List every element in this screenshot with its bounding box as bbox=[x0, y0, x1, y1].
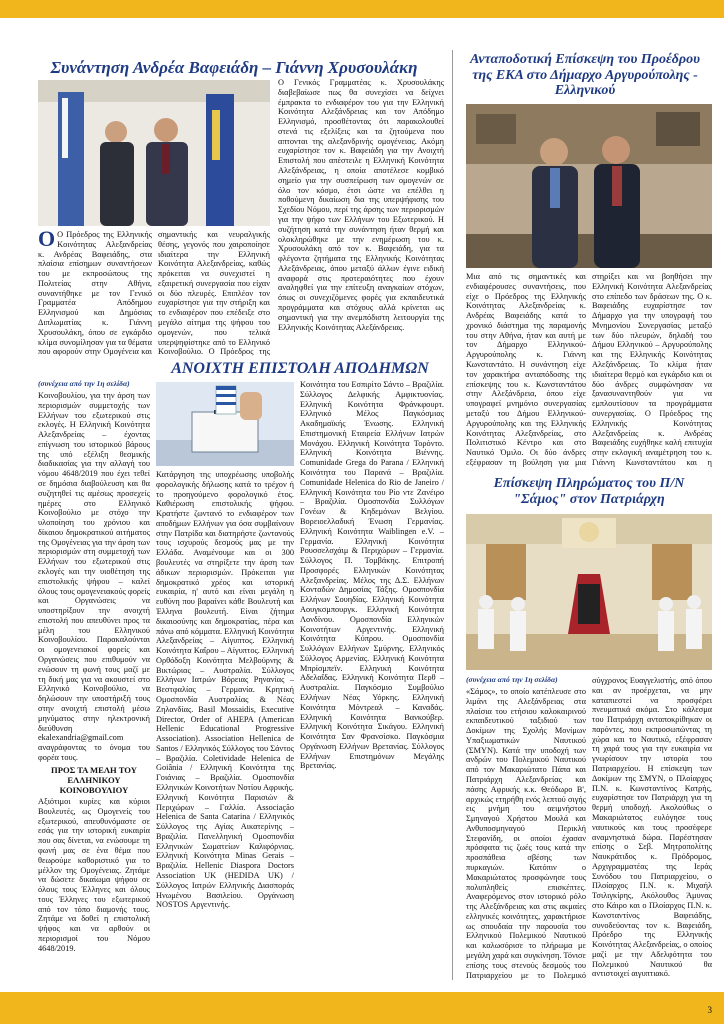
article2-col2-text: Κατάργηση της υποχρέωσης υποβολής φορολογικής δήλωσης κατά το τρέχον ή το προηγούμενο φορολογικό έτος. Καθιέρωση επιστολικής ψήφου. Κρατήστε ζωντανό το ενδιαφέρον των αποδήμων Ελλήνων για όσα συμβαίνουν στην Πατρίδα και διατηρήστε ζωντανούς τους ισχυρούς δεσμούς μας με την Ελλάδα. Αναμένουμε και οι 300 βουλευτές να στηρίξετε την άρση των άδικων περιορισμών. Πρόκειται για δημοκρατικό χρέος και ιστορική ευκαιρία, η' αυτό και είναι μεγάλη η ευθύνη που βαραίνει κάθε Βουλευτή και Έλληνα βουλευτή. Είναι ζήτημα δικαιοσύνης και δημοκρατίας, πέρα και πάνω από κόμματα. Ελληνική Κοινότητα Αλεξανδρείας – Αίγυπτος. Ελληνική Κοινότητα Καΐρου – Αίγυπτος. Ελληνική Ορθόδοξη Κοινότητα Μελβούρνης & Βικτώριας – Αυστραλία. Σύλλογος Ελλήνων Ιατρών Βόρειας Ρηνανίας – Βεστφαλίας – Γερμανία. Κρητική Ομοσπονδία Αυστραλίας & Νέας Ζηλανδίας. Basil Mossaidis, Executive Director, Order of AHEPA (American Hellenic Educational Progressive Association). Association Hellenica de Santos / Ελληνικός Σύλλογος του Σάντος – Βραζιλία. Coletividade Helenica de Goiânia / Ελληνική Κοινότητα της Γοιάνιας – Βραζιλία. Ομοσπονδία Ελληνικών Κοινοτήτων Νοτίου Αφρικής. Ελληνική Κοινότητα Παρισιών & Περιχώρων – Γαλλία. Associação Helenica de Santa Catarina / Ελληνικός Σύλλογος της Αγίας Αικατερίνης – Βραζιλία. Πανελληνική Ομοσπονδία Ελληνικών Σωματείων Καλιφόρνιας. Ελληνική Κοινότητα Minas Gerais – Βραζιλία. Hellenic Diaspora Doctors Association UK (HEDIDA UK) / Σύλλογος Ιατρών Ελληνικής Διασποράς Ηνωμένου Βασιλείου. Οργάνωση NOSTOS Αργεντινής. bbox=[156, 470, 294, 910]
article3-col1-text: Μια από τις σημαντικές και ενδιαφέρουσες συναντήσεις, που είχε ο Πρόεδρος της Ελληνικής Κοινότητας Αλεξανδρείας κ. Ανδρέας Βαφειάδης κατά το χρονικό διάστημα της παραμονής του στην Αθήνα, ήταν και αυτή με τον Δήμαρχο Ελληνικού-Αργυρούπολης κ. Γιάννη Κωνσταντάτο. Η συνάντηση είχε τον χαρακτήρα ανταπόδοσης της επίσκεψης του κ. Κωνσταντάτου στην Αλεξάνδρεια, όπου είχε υπογραφεί μνημόνιο συνεργασίας μεταξύ του Δήμου Ελληνικού-Αργυρούπολης και της Ελληνικής Κοινότητας Αλεξανδρείας, στο Πολιτιστικό Κέντρο και στο Ναυτικό Όμιλο. Οι δύο άνδρες εξέφρασαν τη βούληση για μια bbox=[466, 272, 586, 467]
article2-col3-text: Κοινότητα του Εσπιρίτο Σάντο – Βραζιλία. Σύλλογος Δελφικής Αμφικτυονίας. Ελληνική Κοινότητα Φράνκφουρτ. Ελληνικό Μέλος Παγκόσμιας Ακαδημαϊκής Ένωσης. Ελληνική Επιστημονική Εταιρεία Ελλήνων Ιατρών Μονάχου. Ελληνική Κοινότητα Τορόντο. Ελληνική Κοινότητα Βιέννης. Comunidade Grega do Parana / Ελληνική Κοινότητα του Παρανά – Βραζιλία. Comunidade Helenica do Rio de Janeiro / Ελληνική Κοινότητα του Ρίο ντε Ζανέιρο – Βραζιλία. Ομοσπονδία Συλλόγων Γονέων & Κηδεμόνων Βελγίου. Βορειοελλαδική Ένωση Γερμανίας. Ελληνική Κοινότητα Waiblingen e.V. – Γερμανία. Ελληνική Κοινότητα Ρουσσελσχάιμ & Περιχώρων – Γερμανία. Σύλλογος Π. Τομβάκης. Επιτροπή Προσφορές Ελληνικών Κοινότητας Αλεξανδρείας. Μέλος της Δ.Σ. Ελλήνων Κονταδών Δημοσίας Τάξης. Ομοσπονδία Ελλήνων Σουηδίας. Ελληνική Κοινότητα Αουγκσμπουργκ. Ελληνική Κοινότητα Λονδίνου. Ομοσπονδία Ελληνικών Κοινοτήτων Αργεντινής. Ελληνική Κοινότητα Κύπρου. Ομοσπονδία Συλλόγων Ελλήνων Σμύρνης. Ελληνικός Σύλλογος Αρμενίας. Ελληνική Κοινότητα Μπρίσμπεϊν. Ελληνική Κοινότητα Αδελαΐδας. Ελληνική Κοινότητα Περθ – Αυστραλία. Παγκόσμιο Συμβούλιο Ελλήνων Νέας Υόρκης. Ελληνική Κοινότητα Μόντρεαλ – Καναδάς. Ελληνική Κοινότητα Βανκούβερ. Ελληνική Κοινότητα Σικάγου. Ελληνική Κοινότητα Σαν Φρανσίσκο. Παγκόσμια Οργάνωση Ελλήνων Βρετανίας. Σύλλογος Ελλήνων Επιστημόνων Μεγάλης Βρετανίας. bbox=[300, 380, 444, 771]
article1-col2-text: σημαντικής και νευραλγικής θέσης, γεγονός που χαιροποίησε ιδιαίτερα την Ελληνική Κοινότητα Αλεξανδρείας, καθώς πρόκειται να συνεχιστεί η εξαιρετική συνεργασία που είχαν οι δύο πλευρές. Επιπλέον τον ευχαρίστησε για την στήριξη και το ενδιαφέρον που επέδειξε στο μεγάλο αίτημα της ψήφου του ομογενών, που τελικά υπερψηφίστηκε από το Ελληνικό Κοινοβούλιο. Ο Πρόεδρος της bbox=[158, 230, 270, 357]
column-divider bbox=[452, 50, 453, 980]
article4-photo bbox=[466, 514, 712, 670]
article1-title: Συνάντηση Ανδρέα Βαφειάδη – Γιάννη Χρυσουλάκη bbox=[50, 58, 418, 77]
article4-title: Επίσκεψη Πληρώματος του Π/Ν "Σάμος" στον Πατριάρχη bbox=[493, 476, 685, 507]
article2-col1b-text: Αξιότιμοι κυρίες και κύριοι Βουλευτές, ως Ομογενείς του εξωτερικού, απευθυνόμαστε σε εσάς για την ιστορική ευκαιρία που σας δίνεται, να ενώσουμε τη φωνή μας σε ένα θέμα που θεωρούμε καθοριστικό για το μέλλον της Ομογένειας. Ζητάμε να δώσετε δικαίωμα ψήφου σε όλους τους Έλληνες και όλους τους Έλληνες του εξωτερικού από τον τόπο διαμονής τους. Ζητάμε να δοθεί η επιστολική ψήφος και να αρθούν οι περιορισμοί του Νόμου 4648/2019. bbox=[38, 797, 150, 953]
article4-continued: (συνέχεια από την 1η σελίδα) bbox=[466, 676, 558, 684]
article4-col2 bbox=[592, 676, 712, 980]
article3-col2 bbox=[592, 272, 712, 468]
article2-col2 bbox=[156, 470, 294, 980]
article1-col1-text: Ο Πρόεδρος της Ελληνικής Κοινότητας Αλεξανδρείας κ. Ανδρέας Βαφειάδης, στα πλαίσια επίσημων συναντήσεων του με εκπροσώπους της Πολιτείας στην Αθήνα, συναντήθηκε με τον Γενικό Γραμματέα Απόδημου Ελληνισμού και Δημόσιας Διπλωματίας κ. Γιάννη Χρυσουλάκη, όπου σε εγκάρδιο κλίμα συνομίλησαν για τα θέματα που αφορούν στην Ομογένεια και bbox=[38, 230, 152, 357]
article1-col3 bbox=[278, 78, 444, 360]
article3-title: Ανταποδοτική Επίσκεψη του Προέδρου της ΕΚΑ στο Δήμαρχο Αργυρούπολης - Ελληνικού bbox=[470, 52, 700, 99]
article1-photo bbox=[38, 80, 270, 226]
article2-continued: (συνέχεια από την 1η σελίδα) bbox=[38, 380, 130, 388]
article3-col2-text: στηρίξει και να βοηθήσει την Ελληνική Κοινότητα Αλεξανδρείας στο επίπεδο των δράσεων της. Ο κ. Βαφειάδης ευχαρίστησε τον Δήμαρχο για την υπογραφή του Μνημονίου Συνεργασίας μεταξύ των δύο πλευρών, δηλαδή του Δήμου Ελληνικού – Αργυρούπολης και της Ελληνικής Κοινότητας Αλεξάνδρειας. Το κλίμα ήταν ιδιαίτερα θερμό και εγκάρδιο και οι δύο άνδρες συμφώνησαν να ξανασυναντηθούν για να εμπλουτίσουν τα προγράμματα συνεργασίας. Ο Πρόεδρος της Ελληνικής Κοινότητας Αλεξανδρείας κ. Ανδρέας Βαφειάδης ευχήθηκε καλή επιτυχία στην εκλογική αναμέτρηση του κ. Γιάννη Κωνσταντάτου και η bbox=[592, 272, 712, 467]
article1-col2 bbox=[158, 230, 270, 358]
article2-col1 bbox=[38, 380, 150, 980]
article1-dropcap: O bbox=[38, 230, 56, 251]
article4-col1-text: «Σάμος», το οποίο κατέπλευσε στο λιμάνι της Αλεξάνδρειας στα πλαίσια του ετήσιου καλοκαιρινού εκπαιδευτικού ταξιδιού των Δοκίμων της Σχολής Μονίμων Υπαξιωματικών Ναυτικού (ΣΜΥΝ). Κατά την υποδοχή των ανδρών του Πολεμικού Ναυτικού από τον Μακαριώτατο Πάπα και Πατριάρχη Αλεξανδρείας και πάσης Αφρικής κ.κ. Θεόδωρο Β', αρχικώς ετηρήθη ενός λεπτού σιγής εις μνήμη του αειμνήστου Σμηναγού Χρήστου Μουλά και Ανθυποσμηναγού Περικλή Στεφανίδη, οι οποίοι έχασαν πρόσφατα τις ζωές τους κατά την προσπάθεια σβέσης των πυρκαγιών. Κατόπιν ο Μακαριώτατος προσφώνησε τους πολυπληθείς επισκέπτες. Αναφερόμενος στον ιστορικό ρόλο της Αλεξάνδρειας και στις ακμαίες ελληνικές κοινότητες, χαρακτήρισε ως σπουδαία την παρουσία του Ελληνικού Πολεμικού Ναυτικού και καλωσόρισε το πλήρωμα με μεγάλη χαρά και συγκίνηση. Τόνισε επίσης τους στενούς δεσμούς του Πατριαρχείου με το Πολεμικό bbox=[466, 686, 586, 980]
top-accent-bar bbox=[0, 0, 724, 18]
article2-title: ΑΝΟΙΧΤΗ ΕΠΙΣΤΟΛΗ ΑΠΟΔΗΜΩΝ bbox=[171, 360, 429, 377]
article4-col2-text: σύγχρονος Ευαγγελιστής, από όπου και αν προέρχεται, να μην καταπιεστεί να προσφέρει πνευματικά ακόμα. Στο κάλεσμα του Πατριάρχη ανταποκρίθηκαν οι παρόντες, που εκπροσωπώντας τη χώρα και το Ναυτικό, εξέφρασαν τη χαρά τους για την ευκαιρία να γνωρίσουν την ιστορία του Πατριαρχείου. Η επίσκεψη των Δοκίμων της ΣΜΥΝ, ο Πλοίαρχος Π.Ν. κ. Κωνσταντίνος Κατρής, ευχαρίστησε τον Πατριάρχη για τη θερμή υποδοχή. Ακολούθως ο Μακαριώτατος ευλόγησε τους ναυτικούς και τους προσέφερε αναμνηστικά δώρα. Παρέστησαν επίσης ο Σεβ. Μητροπολίτης Ναυκράτιδος κ. Πρόδρομος, Αρχιγραμματέας της Ιεράς Συνόδου του Πατριαρχείου, ο Πλοίαρχος Π.Ν. κ. Μιχαήλ Τσιλιγκίρης, Ακόλουθος Άμυνας στο Κάιρο και ο Πλοίαρχος Π.Ν. κ. Κωνσταντίνος Βαφειάδης, συνοδεύοντας τον κ. Βαφειάδη, Πρόεδρο της Ελληνικής Κοινότητας Αλεξανδρείας, ο οποίος μαζί με την Αδελφότητα του Πολεμικού Ναυτικού θα αντιστοιχεί αιγυπτιακό. bbox=[592, 676, 712, 979]
article3-photo bbox=[466, 104, 712, 268]
article1-col3-text: Ο Γενικός Γραμματέας κ. Χρυσουλάκης διαβεβαίωσε πως θα συνεχίσει να δείχνει έμπρακτα το ενδιαφέρον του για την Ελληνική Κοινότητα Αλεξάνδρειας και τον Απόδημο Ελληνισμό, προσθέτοντας ότι παρακολουθεί στενά τις εξελίξεις και τα ζητούμενα που απτονται της αλεξανδρινής ομογένειας. Ακόμη ευχαρίστησε τον κ. Βαφειάδη για την Ανοιχτή Επιστολή που απέστειλε η Ελληνική Κοινότητα Αλεξάνδρειας, η οποία αποτέλεσε κομβικό σημείο για την συσπείρωση των ομογενών σε όλο τον κόσμο, έτσι ώστε να επέλθει η ποθούμενη δικαίωση δια της υπερψήφισης του Σχεδίου Νόμου, περί της άρσης των περιορισμών για την ψήφο των Ελλήνων του Εξωτερικού. Η συζήτηση κατά την συνάντηση ήταν θερμή και ολοκληρώθηκε με την ενημέρωση του κ. Χρυσουλάκη από τον κ. Βαφειάδη, για τα φλέγοντα ζητήματα της Ελληνικής Κοινότητας Αλεξάνδρειας, όπου μεταξύ άλλων έγινε ειδική αναφορά στις προτεραιότητες που έχουν αναληφθεί για την επίτευξη αναγκαίων στόχων, όπως οι συνεχιζόμενες φορές για εκπαιδευτικά προγράμματα και στόχους αλλά κρίνεται ως σημαντική για την ανεμπόδιστη λειτουργία της Ελληνικής Κοινότητας Αλεξάνδρειας. bbox=[278, 78, 444, 332]
article2-subheading: ΠΡΟΣ ΤΑ ΜΕΛΗ ΤΟΥ ΕΛΛΗΝΙΚΟΥ ΚΟΙΝΟΒΟΥΛΙΟΥ bbox=[51, 764, 137, 795]
article2-ballot-photo bbox=[156, 382, 294, 466]
article1-col1 bbox=[38, 230, 152, 358]
page-number: 3 bbox=[707, 1005, 712, 1015]
article2-col3 bbox=[300, 380, 444, 980]
article2-col1-text: Κοινοβουλίου, για την άρση των περιορισμών συμμετοχής των Ελλήνων του εξωτερικού στις εκλογές. Η Ελληνική Κοινότητα Αλεξανδρείας – έχοντας επίγνωση του ιστορικού βάρους της υπό εξέλιξη θεσμικής διαδικασίας για την αλλαγή του νόμου 4648/2019 που έχει τεθεί σε δημόσια διαβούλευση και θα συζητηθεί τις αμέσως προσεχείς ημέρες στο Ελληνικό Κοινοβούλιο με στόχο την υλοποίηση του χρόνιου και δίκαιου δημοκρατικού αιτήματος της Ομογένειας για την άρση των περιορισμών στη συμμετοχή των Ελλήνων του εξωτερικού στις εκλογές και την υιοθέτηση της επιστολικής ψήφου – καλεί όλους τους ομογενειακούς φορείς και Οργανώσεις να υποστηρίξουν την ανοιχτή επιστολή που απευθύνει προς τα μέλη του Ελληνικού Κοινοβουλίου. Παρακαλούνται οι ομογενειακοί φορείς και Οργανώσεις που επιθυμούν να ενώσουν τη φωνή τους μαζί με τη δική μας για να ακουστεί στο Ελληνικό Κοινοβούλιο, να δηλώσουν την υποστήριξή τους στην ανοιχτή επιστολή μέσω μηνύματος στην ηλεκτρονική διεύθυνση ekalexandria@gmail.com αναγράφοντας το όνομα του φορέα τους. bbox=[38, 390, 150, 762]
bottom-accent-bar bbox=[0, 992, 724, 1024]
article4-col1 bbox=[466, 676, 586, 980]
article3-col1 bbox=[466, 272, 586, 468]
